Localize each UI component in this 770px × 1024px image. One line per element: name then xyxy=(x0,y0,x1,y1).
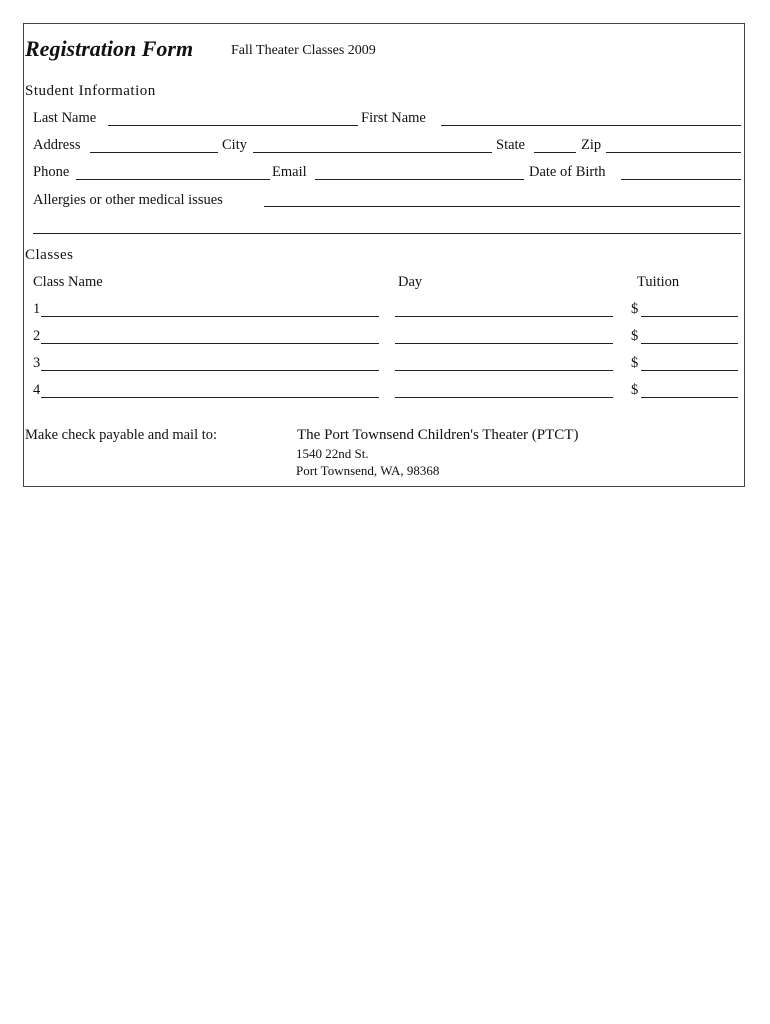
currency-symbol: $ xyxy=(631,328,639,344)
class-tuition-field[interactable] xyxy=(641,397,738,398)
class-name-field[interactable] xyxy=(41,370,379,371)
classes-heading: Classes xyxy=(25,247,74,263)
form-title: Registration Form xyxy=(25,36,194,61)
email-label: Email xyxy=(272,164,307,180)
currency-symbol: $ xyxy=(631,355,639,371)
email-field[interactable] xyxy=(315,179,524,180)
street-address: 1540 22nd St. xyxy=(296,446,369,461)
class-day-field[interactable] xyxy=(395,316,613,317)
class-name-field[interactable] xyxy=(41,397,379,398)
class-day-field[interactable] xyxy=(395,397,613,398)
tuition-column-header: Tuition xyxy=(637,274,680,290)
city-label: City xyxy=(222,137,247,153)
city-field[interactable] xyxy=(253,152,492,153)
zip-label: Zip xyxy=(581,137,602,153)
phone-field[interactable] xyxy=(76,179,270,180)
first-name-label: First Name xyxy=(361,110,426,126)
currency-symbol: $ xyxy=(631,382,639,398)
dob-label: Date of Birth xyxy=(529,164,606,180)
form-subtitle: Fall Theater Classes 2009 xyxy=(231,43,376,58)
student-info-heading: Student Information xyxy=(25,83,156,99)
city-state-zip: Port Townsend, WA, 98368 xyxy=(296,463,440,478)
address-field[interactable] xyxy=(90,152,218,153)
class-tuition-field[interactable] xyxy=(641,370,738,371)
address-label: Address xyxy=(33,137,81,153)
state-label: State xyxy=(496,137,525,153)
last-name-field[interactable] xyxy=(108,125,358,126)
organization-name: The Port Townsend Children's Theater (PTCT) xyxy=(297,427,579,443)
state-field[interactable] xyxy=(534,152,576,153)
mail-instructions-label: Make check payable and mail to: xyxy=(25,427,218,443)
dob-field[interactable] xyxy=(621,179,741,180)
allergies-label: Allergies or other medical issues xyxy=(33,192,223,208)
allergies-field[interactable] xyxy=(264,206,740,207)
zip-field[interactable] xyxy=(606,152,741,153)
class-day-field[interactable] xyxy=(395,370,613,371)
day-column-header: Day xyxy=(398,274,423,290)
class-day-field[interactable] xyxy=(395,343,613,344)
last-name-label: Last Name xyxy=(33,110,97,126)
class-name-column-header: Class Name xyxy=(33,274,103,290)
class-row-number: 1 xyxy=(33,301,41,317)
phone-label: Phone xyxy=(33,164,70,180)
allergies-field-continued[interactable] xyxy=(33,233,741,234)
class-row-number: 3 xyxy=(33,355,41,371)
class-row-number: 4 xyxy=(33,382,41,398)
class-tuition-field[interactable] xyxy=(641,343,738,344)
class-name-field[interactable] xyxy=(41,316,379,317)
currency-symbol: $ xyxy=(631,301,639,317)
class-tuition-field[interactable] xyxy=(641,316,738,317)
class-row-number: 2 xyxy=(33,328,41,344)
class-name-field[interactable] xyxy=(41,343,379,344)
first-name-field[interactable] xyxy=(441,125,741,126)
